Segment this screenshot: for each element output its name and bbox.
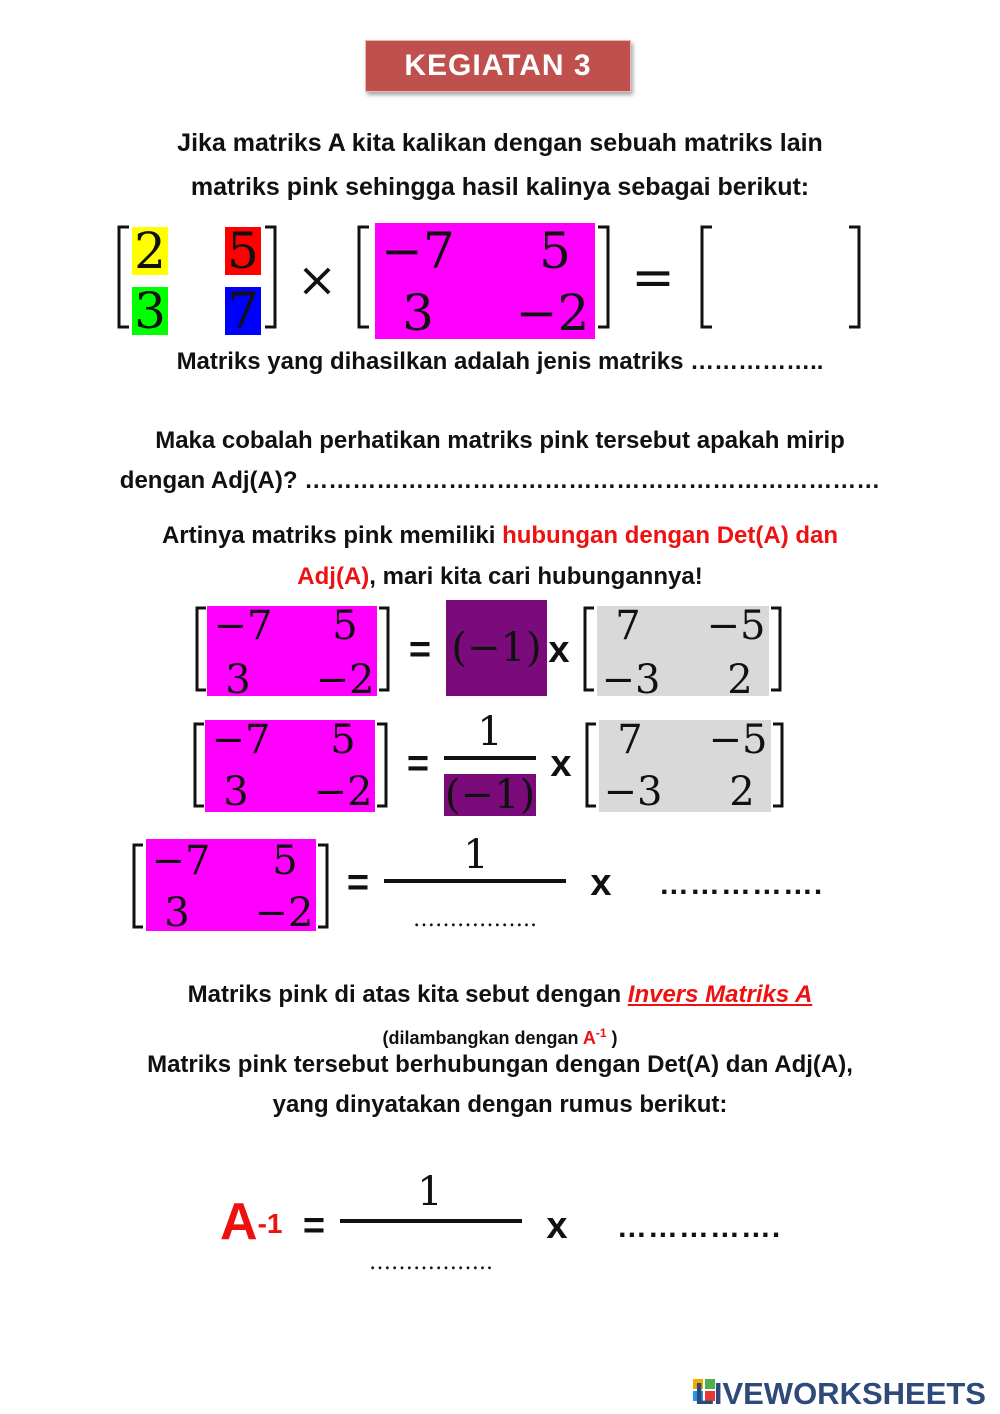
adj-cell-11: 7 xyxy=(617,717,643,763)
equation-step-2 xyxy=(0,709,1000,822)
pink-cell-21: 3 xyxy=(223,769,249,815)
intro-line-2: matriks pink sehingga hasil kalinya sebagai berikut: xyxy=(190,173,810,201)
conclusion-line-3: yang dinyatakan dengan rumus berikut: xyxy=(272,1091,728,1118)
pink-matrix-cell-12: 5 xyxy=(539,222,571,280)
equation-multiplication xyxy=(0,215,1000,345)
liveworksheets-logo-text[interactable]: LIVEWORKSHEETS xyxy=(694,1376,986,1411)
conclusion-line-1: Matriks pink di atas kita sebut dengan Invers Matriks A xyxy=(187,981,813,1008)
adj-cell-11: 7 xyxy=(615,603,641,649)
question-adj-line-1: Maka cobalah perhatikan matriks pink tersebut apakah mirip xyxy=(155,427,845,454)
times-symbol: × xyxy=(296,252,338,308)
matrix-a-cell-11: 2 xyxy=(132,227,168,275)
pink-cell-11: −7 xyxy=(211,717,271,763)
matrix-a-right-bracket xyxy=(259,225,279,329)
fraction-numerator: 1 xyxy=(417,1169,443,1215)
pink-right-bracket xyxy=(313,843,331,929)
adj-cell-12: −5 xyxy=(706,603,766,649)
equals-sign: = xyxy=(406,742,430,785)
pink-cell-12: 5 xyxy=(330,717,356,763)
question-matrix-type: Matriks yang dihasilkan adalah jenis matriks …………….. xyxy=(176,348,824,375)
adj-right-bracket xyxy=(768,722,786,808)
adj-cell-21: −3 xyxy=(603,769,663,815)
conclusion-line-2: Matriks pink tersebut berhubungan dengan Det(A) dan Adj(A), xyxy=(147,1051,853,1078)
fraction-numerator: 1 xyxy=(477,709,503,755)
fraction-bar xyxy=(384,879,566,883)
det-value: (−1) xyxy=(446,600,547,696)
pink-matrix-left-bracket xyxy=(355,225,375,329)
formula-adj-blank[interactable]: ……………. xyxy=(616,1211,782,1244)
equals-sign: = xyxy=(302,1204,326,1247)
pink-cell-22: −2 xyxy=(254,890,314,936)
pink-matrix-cell-11: −7 xyxy=(381,222,455,280)
pink-cell-11: −7 xyxy=(151,838,211,884)
pink-cell-21: 3 xyxy=(225,657,251,703)
times-x: x xyxy=(550,742,572,785)
times-x: x xyxy=(548,628,570,671)
adj-cell-21: −3 xyxy=(601,657,661,703)
pink-cell-21: 3 xyxy=(164,890,190,936)
result-matrix-left-bracket xyxy=(698,225,718,329)
times-x: x xyxy=(590,861,612,904)
page-title: KEGIATAN 3 xyxy=(404,49,592,82)
times-x: x xyxy=(546,1204,568,1247)
pink-matrix-right-bracket xyxy=(592,225,612,329)
denominator-blank[interactable]: …………….. xyxy=(413,906,537,932)
equals-sign: = xyxy=(346,861,370,904)
intro-line-1: Jika matriks A kita kalikan dengan sebuah matriks lain xyxy=(177,129,823,157)
pink-matrix-cell-21: 3 xyxy=(402,284,434,342)
matrix-a-cell-22: 7 xyxy=(225,287,261,335)
question-adj-line-2: dengan Adj(A)? ……………………………………………………………… xyxy=(119,467,881,494)
invers-matriks-term: Invers Matriks A xyxy=(627,981,813,1008)
relation-line-1: Artinya matriks pink memiliki hubungan dengan Det(A) dan xyxy=(161,522,839,549)
pink-cell-12: 5 xyxy=(332,603,358,649)
inverse-formula xyxy=(0,1170,1000,1280)
adj-cell-22: 2 xyxy=(727,657,753,703)
adj-right-bracket xyxy=(766,606,784,692)
adj-cell-22: 2 xyxy=(729,769,755,815)
equals-sign: = xyxy=(408,628,432,671)
pink-right-bracket xyxy=(374,606,392,692)
relation-line-2: Adj(A), mari kita cari hubungannya! xyxy=(297,563,703,590)
adj-cell-12: −5 xyxy=(708,717,768,763)
result-matrix-right-bracket xyxy=(843,225,863,329)
equation-step-1 xyxy=(0,600,1000,703)
pink-right-bracket xyxy=(372,722,390,808)
fraction-bar xyxy=(340,1219,522,1223)
pink-cell-22: −2 xyxy=(313,769,373,815)
pink-cell-12: 5 xyxy=(272,838,298,884)
conclusion-note: (dilambangkan dengan $A^{-1}$ ) xyxy=(382,1026,618,1048)
pink-cell-22: −2 xyxy=(315,657,375,703)
fraction-bar xyxy=(444,756,536,760)
result-matrix-empty[interactable] xyxy=(718,225,843,329)
matrix-a-cell-21: 3 xyxy=(132,287,168,335)
fraction-numerator: 1 xyxy=(463,832,489,878)
pink-cell-11: −7 xyxy=(213,603,273,649)
adj-blank[interactable]: ……………. xyxy=(658,868,824,901)
title-banner xyxy=(365,40,631,92)
pink-matrix-cell-22: −2 xyxy=(515,284,590,342)
equals-symbol: = xyxy=(631,248,675,308)
equation-step-3 xyxy=(0,832,1000,945)
matrix-a-cell-12: 5 xyxy=(225,227,261,275)
det-value: (−1) xyxy=(444,772,536,818)
formula-denominator-blank[interactable]: …………….. xyxy=(369,1249,493,1275)
formula-a-inverse: $A^{-1}$ xyxy=(220,1193,283,1251)
